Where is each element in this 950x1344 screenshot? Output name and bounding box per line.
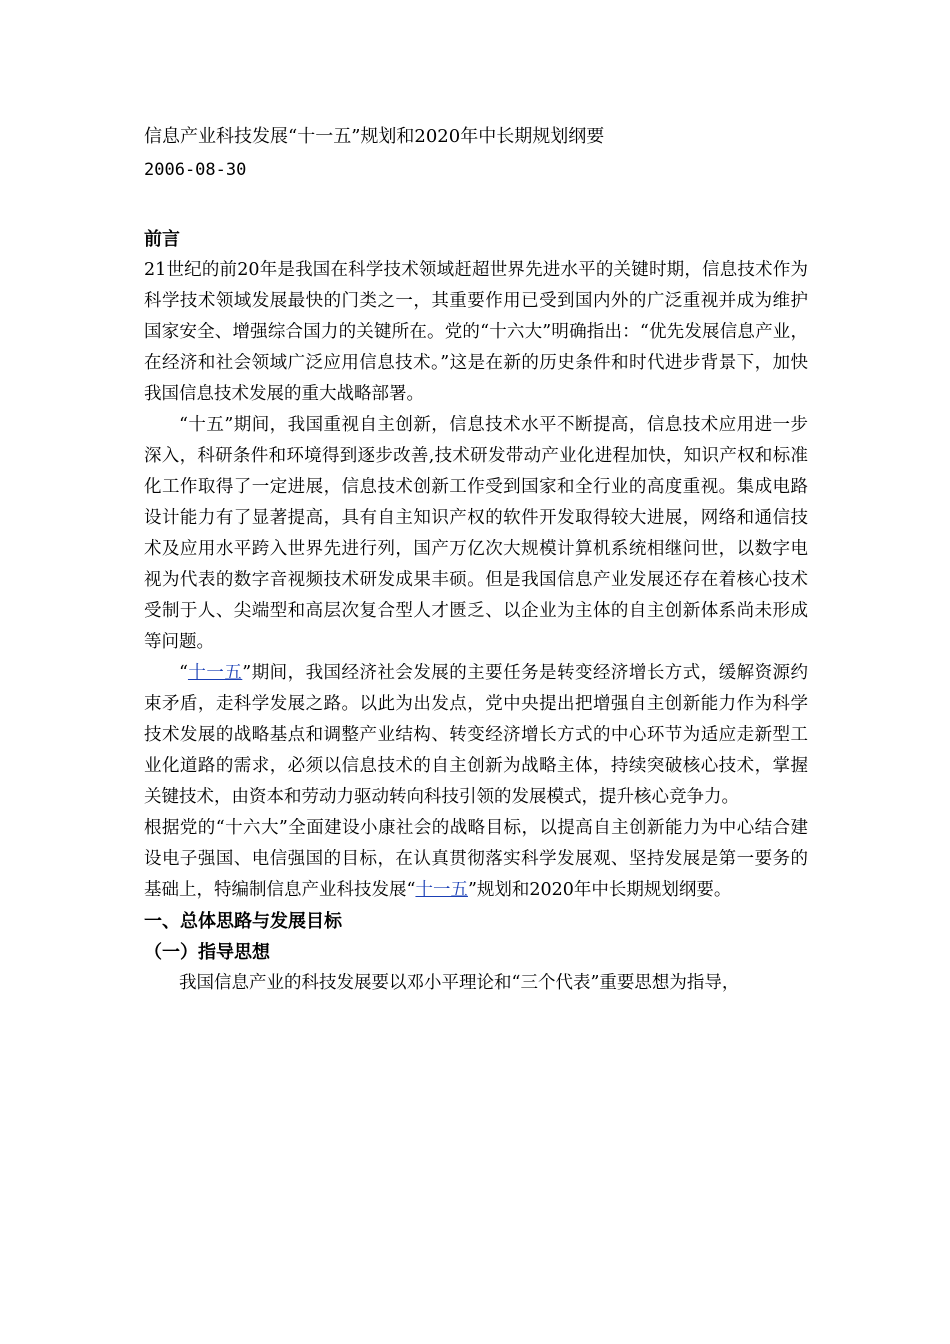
paragraph-4 bbox=[144, 813, 808, 906]
paragraph-5: 我国信息产业的科技发展要以邓小平理论和“三个代表”重要思想为指导， bbox=[179, 973, 740, 993]
preface-heading: 前言 bbox=[144, 229, 180, 250]
subsection-1-heading: （一）指导思想 bbox=[144, 942, 270, 963]
paragraph-4-text-before: 根据党的“十六大”全面建设小康社会的战略目标，以提高自主创新能力为中心结合建设电子强国、电信强国的目标，在认真贯彻落实科学发展观、坚持发展是第一要务的基础上，特编制信息产业科技发展“ bbox=[144, 818, 808, 900]
paragraph-3-open-quote: “ bbox=[179, 663, 188, 683]
section-1-heading: 一、总体思路与发展目标 bbox=[144, 911, 342, 932]
paragraph-1: 21世纪的前20年是我国在科学技术领域赶超世界先进水平的关键时期，信息技术作为科学技术领域发展最快的门类之一，其重要作用已受到国内外的广泛重视并成为维护国家安全、增强综合国力的关键所在。党的“十六大”明确指出：“优先发展信息产业，在经济和社会领域广泛应用信息技术。”这是在新的历史条件和时代进步背景下，加快我国信息技术发展的重大战略部署。 bbox=[144, 260, 808, 404]
paragraph-3-text: ”期间，我国经济社会发展的主要任务是转变经济增长方式，缓解资源约束矛盾，走科学发展之路。以此为出发点，党中央提出把增强自主创新能力作为科学技术发展的战略基点和调整产业结构、转变经济增长方式的中心环节为适应走新型工业化道路的需求，必须以信息技术的自主创新为战略主体，持续突破核心技术，掌握关键技术，由资本和劳动力驱动转向科技引领的发展模式，提升核心竞争力。 bbox=[144, 663, 808, 807]
document-page bbox=[144, 120, 808, 999]
link-shiyiwu-2[interactable]: 十一五 bbox=[415, 880, 468, 900]
document-date: 2006-08-30 bbox=[144, 160, 247, 180]
link-shiyiwu-1[interactable]: 十一五 bbox=[187, 663, 243, 683]
paragraph-2: “十五”期间，我国重视自主创新，信息技术水平不断提高，信息技术应用进一步深入，科研条件和环境得到逐步改善,技术研发带动产业化进程加快，知识产权和标准化工作取得了一定进展，信息技术创新工作受到国家和全行业的高度重视。集成电路设计能力有了显著提高，具有自主知识产权的软件开发取得较大进展，网络和通信技术及应用水平跨入世界先进行列，国产万亿次大规模计算机系统相继问世，以数字电视为代表的数字音视频技术研发成果丰硕。但是我国信息产业发展还存在着核心技术受制于人、尖端型和高层次复合型人才匮乏、以企业为主体的自主创新体系尚未形成等问题。 bbox=[144, 415, 808, 652]
paragraph-4-text-after: ”规划和2020年中长期规划纲要。 bbox=[467, 880, 732, 900]
document-title: 信息产业科技发展“十一五”规划和2020年中长期规划纲要 bbox=[144, 126, 605, 147]
paragraph-3 bbox=[144, 658, 808, 813]
